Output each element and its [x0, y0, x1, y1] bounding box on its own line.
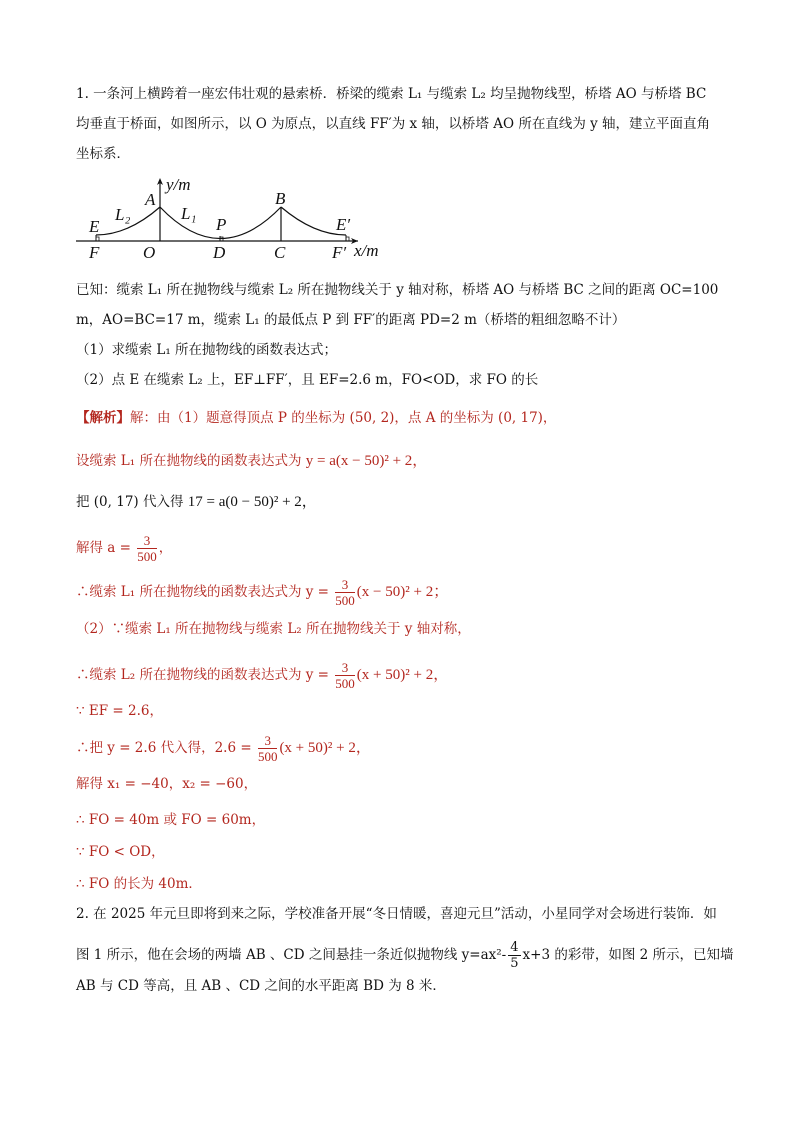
point-d-label: D	[213, 243, 226, 262]
q2-line-1: 2. 在 2025 年元旦即将到来之际，学校准备开展“冬日情暖，喜迎元旦”活动，小星同学对会场进行装饰．如	[76, 906, 717, 922]
solution-step-9-formula: (x + 50)² + 2，	[279, 740, 371, 756]
solution-line-10: 解得 x₁ = −40，x₂ = −60，	[76, 776, 258, 792]
q1-known-line-2: m，AO=BC=17 m，缆索 L₁ 的最低点 P 到 FF′的距离 PD=2 m（桥塔的粗细忽略不计）	[76, 312, 626, 328]
y-axis-label: y/m	[166, 175, 191, 194]
solution-step-4-text: 解得 a =	[76, 540, 136, 556]
point-b-label: B	[275, 189, 286, 208]
fraction-denominator: 500	[137, 549, 157, 564]
solution-step-4-end: ，	[158, 540, 173, 556]
solution-line-4	[76, 533, 172, 564]
fraction-3-500	[335, 660, 355, 691]
fraction-denominator: 500	[335, 676, 355, 691]
fraction-3-500	[335, 577, 355, 608]
solution-line-5	[76, 577, 448, 608]
solution-step-5-formula: (x − 50)² + 2；	[356, 584, 449, 600]
q1-subquestion-2: （2）点 E 在缆索 L₂ 上，EF⊥FF′，且 EF=2.6 m，FO<OD，求 FO 的长	[76, 372, 539, 388]
cable-l2-label: L₂	[115, 205, 131, 224]
solution-step-5-text: ∴缆索 L₁ 所在抛物线的函数表达式为 y =	[76, 584, 334, 600]
fraction-3-500	[137, 533, 157, 564]
solution-line-2	[76, 451, 427, 471]
solution-step-9-text: ∴把 y = 2.6 代入得，2.6 =	[76, 740, 256, 756]
solution-step-3-text: 把 (0, 17) 代入得	[76, 494, 188, 510]
point-o-label: O	[143, 243, 156, 262]
point-p-label: P	[216, 215, 227, 234]
fraction-3-500	[258, 733, 278, 764]
solution-line-1	[76, 408, 556, 428]
fraction-denominator: 5	[510, 956, 519, 971]
fraction-numerator: 4	[510, 940, 519, 955]
q1-line-3: 坐标系．	[76, 146, 130, 162]
solution-line-11: ∴ FO = 40m 或 FO = 60m，	[76, 812, 266, 828]
q1-line-2: 均垂直于桥面，如图所示，以 O 为原点，以直线 FF′为 x 轴，以桥塔 AO 所在直线为 y 轴，建立平面直角	[76, 116, 711, 132]
cable-l1-label: L₁	[181, 204, 197, 223]
x-axis-label: x/m	[354, 241, 379, 260]
fraction-denominator: 500	[257, 749, 278, 764]
point-f-prime-label: F′	[332, 243, 347, 262]
point-e-prime-label: E′	[336, 215, 351, 234]
q1-line-1: 1. 一条河上横跨着一座宏伟壮观的悬索桥．桥梁的缆索 L₁ 与缆索 L₂ 均呈抛物线型，桥塔 AO 与桥塔 BC	[76, 86, 707, 102]
q1-known-line-1: 已知：缆索 L₁ 所在抛物线与缆索 L₂ 所在抛物线关于 y 轴对称，桥塔 AO 与桥塔 BC 之间的距离 OC=100	[76, 282, 719, 298]
q2-line-2-start: 图 1 所示，他在会场的两墙 AB 、CD 之间悬挂一条近似抛物线 y=ax²-	[76, 947, 507, 963]
solution-step-7-formula: (x + 50)² + 2，	[356, 667, 449, 683]
solution-step-1: 解：由（1）题意得顶点 P 的坐标为 (50, 2)，点 A 的坐标为 (0, 17)，	[130, 410, 557, 426]
solution-line-3	[76, 492, 317, 512]
solution-step-3-formula: 17 = a(0 − 50)² + 2，	[187, 494, 317, 510]
point-a-label: A	[145, 190, 156, 209]
fraction-numerator: 3	[335, 577, 355, 593]
q2-line-3: AB 与 CD 等高，且 AB 、CD 之间的水平距离 BD 为 8 米．	[76, 978, 446, 994]
q1-subquestion-1: （1）求缆索 L₁ 所在抛物线的函数表达式；	[76, 342, 338, 358]
solution-line-8: ∵ EF = 2.6，	[76, 703, 163, 719]
point-f-label: F	[89, 243, 100, 262]
fraction-numerator: 3	[137, 533, 157, 549]
point-e-label: E	[89, 217, 100, 236]
solution-line-9	[76, 733, 371, 764]
solution-line-6: （2）∵缆索 L₁ 所在抛物线与缆索 L₂ 所在抛物线关于 y 轴对称，	[76, 621, 471, 637]
q2-line-2	[76, 940, 734, 971]
solution-line-13: ∴ FO 的长为 40m．	[76, 876, 202, 892]
solution-step-7-text: ∴缆索 L₂ 所在抛物线的函数表达式为 y =	[76, 667, 334, 683]
solution-line-7	[76, 660, 448, 691]
solution-step-2-formula: y = a(x − 50)² + 2，	[305, 453, 428, 469]
bridge-diagram	[74, 174, 394, 266]
q2-line-2-end: x+3 的彩带，如图 2 所示，已知墙	[522, 947, 734, 963]
solution-step-2-text: 设缆索 L₁ 所在抛物线的函数表达式为	[76, 453, 306, 469]
solution-tag: 【解析】	[76, 410, 130, 426]
fraction-denominator: 500	[335, 593, 355, 608]
solution-line-12: ∵ FO < OD，	[76, 844, 165, 860]
point-c-label: C	[274, 243, 286, 262]
fraction-numerator: 3	[258, 733, 278, 749]
fraction-4-5	[508, 940, 520, 971]
fraction-numerator: 3	[335, 660, 355, 676]
